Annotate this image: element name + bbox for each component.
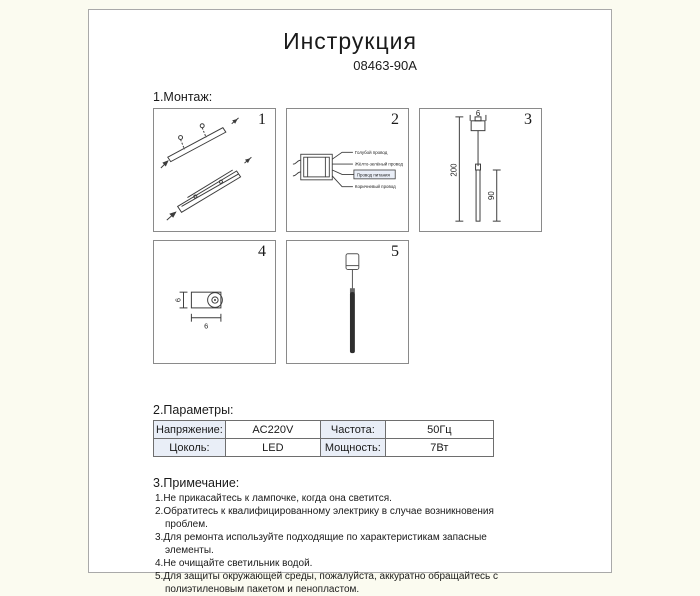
param-socket-value: LED [225, 439, 320, 457]
param-frequency-value: 50Гц [385, 421, 493, 439]
dim-bracket-height-label: 6 [173, 297, 183, 303]
wiring-diagram [287, 109, 408, 231]
wire-label-yellow-green: Жёлто-зелёный провод [354, 161, 403, 167]
notes-list [155, 492, 535, 596]
montage-step-5-panel [286, 240, 409, 364]
lamp-tube [350, 292, 355, 353]
param-power-value: 7Вт [385, 439, 493, 457]
dim-total-length-label: 200 [449, 163, 459, 177]
param-frequency-label: Частота: [320, 421, 385, 439]
panel-number: 2 [391, 111, 399, 128]
note-item: 5.Для защиты окружающей среды, пожалуйста, аккуратно обращайтесь с полиэтиленовым пакетом и пенопластом. [155, 571, 499, 595]
dim-tube-length-label: 90 [486, 191, 496, 200]
page-title: Инструкция [283, 28, 417, 54]
instruction-page [88, 9, 612, 595]
assembled-pendant-diagram [287, 241, 408, 363]
model-number: 08463-90A [353, 58, 417, 73]
wire-label-power: Провод питания [356, 172, 390, 178]
wire-label-brown: Коричневый провод [354, 184, 396, 190]
panel-number: 5 [391, 243, 399, 260]
panel-number: 1 [258, 111, 266, 128]
dim-bracket-width-label: 6 [204, 321, 209, 331]
param-socket-label: Цоколь: [154, 439, 226, 457]
montage-step-3-panel [419, 108, 542, 232]
dim-canopy-width-label: 6 [475, 109, 481, 118]
table-row [154, 439, 494, 457]
montage-step-4-panel [153, 240, 276, 364]
table-row [154, 421, 494, 439]
section-params-label: 2.Параметры: [153, 403, 234, 417]
param-voltage-label: Напряжение: [154, 421, 226, 439]
wire-label-blue: Голубой провод [354, 149, 388, 155]
montage-step-1-panel [153, 108, 276, 232]
param-power-label: Мощность: [320, 439, 385, 457]
parameters-table [153, 420, 494, 457]
note-item: 2.Обратитесь к квалифицированному электрику в случае возникновения проблем. [155, 506, 494, 530]
section-notes-label: 3.Примечание: [153, 476, 240, 490]
note-item: 3.Для ремонта используйте подходящие по характеристикам запасные элементы. [155, 532, 487, 556]
note-item: 4.Не очищайте светильник водой. [155, 558, 313, 569]
note-item: 1.Не прикасайтесь к лампочке, когда она светится. [155, 493, 392, 504]
param-voltage-value: AC220V [225, 421, 320, 439]
title-block [89, 28, 611, 73]
panel-number: 4 [258, 243, 266, 260]
mounting-bracket-diagram [154, 109, 275, 231]
montage-step-2-panel [286, 108, 409, 232]
bracket-detail-diagram [154, 241, 275, 363]
panel-number: 3 [524, 111, 532, 128]
section-montage-label: 1.Монтаж: [153, 90, 213, 104]
pendant-dimensions-diagram [420, 109, 541, 231]
